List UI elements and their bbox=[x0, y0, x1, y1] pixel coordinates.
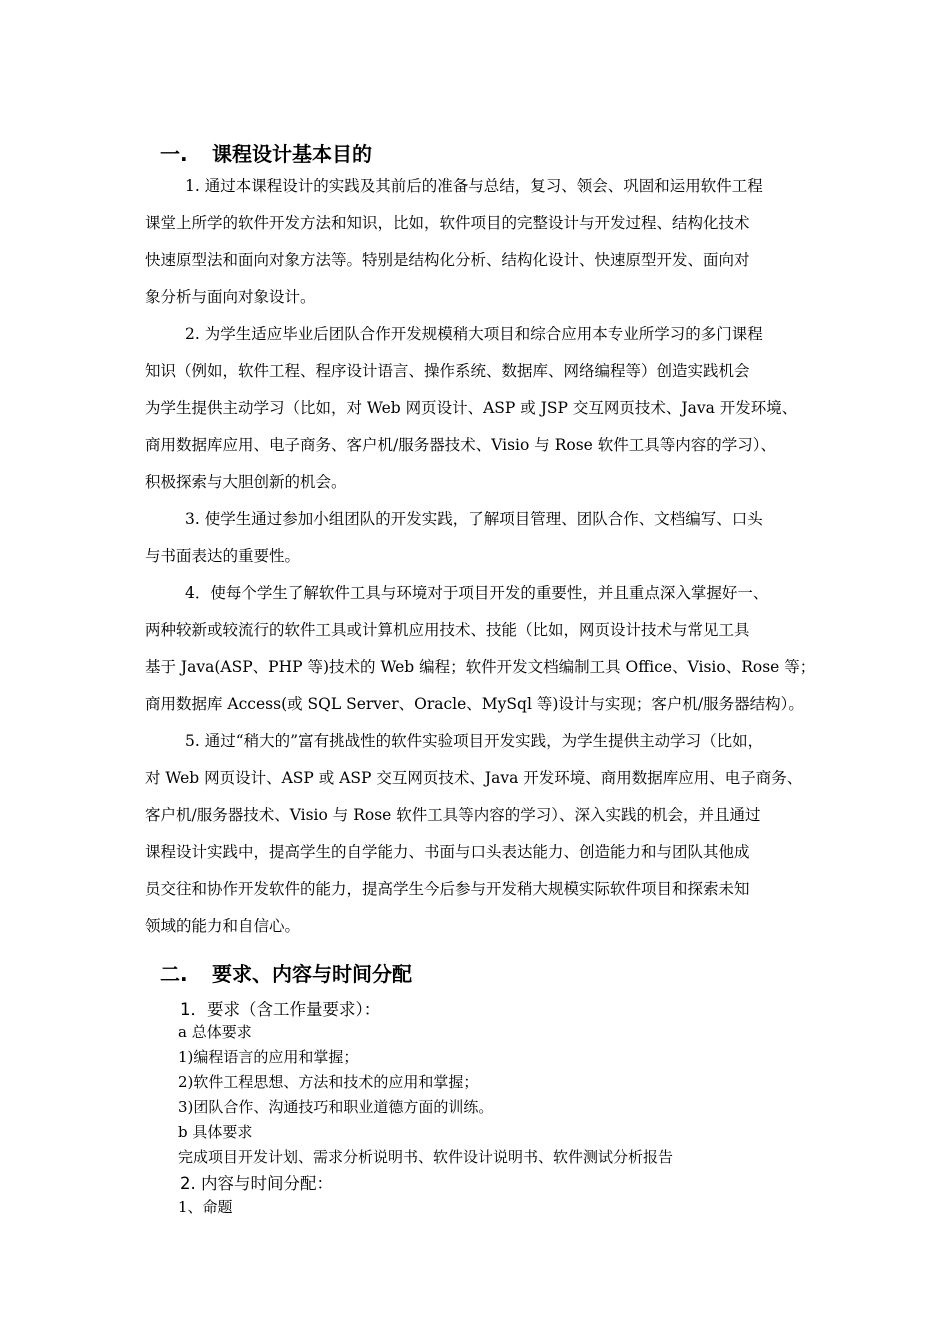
text-line: 课程设计实践中，提高学生的自学能力、书面与口头表达能力、创造能力和与团队其他成 bbox=[145, 843, 750, 861]
text-line: 与书面表达的重要性。 bbox=[145, 547, 301, 565]
text-line: 商用数据库 Access(或 SQL Server、Oracle、MySql 等)设计与实现；客户机/服务器结构）。 bbox=[145, 695, 804, 713]
requirements-list bbox=[178, 1020, 673, 1170]
text-line: 5. 通过“稍大的”富有挑战性的软件实验项目开发实践，为学生提供主动学习（比如， bbox=[185, 732, 764, 750]
text-line: 领域的能力和自信心。 bbox=[145, 917, 301, 935]
list-item: 1)编程语言的应用和掌握； bbox=[178, 1048, 359, 1066]
text-line: 3. 使学生通过参加小组团队的开发实践，了解项目管理、团队合作、文档编写、口头 bbox=[185, 510, 763, 528]
text-line: 快速原型法和面向对象方法等。特别是结构化分析、结构化设计、快速原型开发、面向对 bbox=[145, 251, 750, 269]
list-item: b 具体要求 bbox=[178, 1123, 253, 1141]
list-item: 1、命题 bbox=[178, 1198, 233, 1216]
list-item: 完成项目开发计划、需求分析说明书、软件设计说明书、软件测试分析报告 bbox=[178, 1148, 674, 1166]
section-heading-purpose bbox=[160, 138, 372, 167]
section-number: 一. bbox=[160, 142, 188, 166]
section-number: 二. bbox=[160, 962, 188, 986]
text-line: 为学生提供主动学习（比如，对 Web 网页设计、ASP 或 JSP 交互网页技术、Java 开发环境、 bbox=[145, 399, 798, 417]
text-line: 课堂上所学的软件开发方法和知识，比如，软件项目的完整设计与开发过程、结构化技术 bbox=[145, 214, 750, 232]
content-list bbox=[178, 1195, 233, 1220]
text-line: 员交往和协作开发软件的能力，提高学生今后参与开发稍大规模实际软件项目和探索未知 bbox=[145, 880, 750, 898]
text-line: 4．使每个学生了解软件工具与环境对于项目开发的重要性，并且重点深入掌握好一、 bbox=[185, 584, 769, 602]
list-item: 3)团队合作、沟通技巧和职业道德方面的训练。 bbox=[178, 1098, 494, 1116]
text-line: 2. 为学生适应毕业后团队合作开发规模稍大项目和综合应用本专业所学习的多门课程 bbox=[185, 325, 763, 343]
text-line: 商用数据库应用、电子商务、客户机/服务器技术、Visio 与 Rose 软件工具等内容的学习）、 bbox=[145, 436, 777, 454]
requirements-subheading: 1．要求（含工作量要求）： bbox=[180, 1000, 381, 1019]
text-line: 客户机/服务器技术、Visio 与 Rose 软件工具等内容的学习）、深入实践的机会，并且通过 bbox=[145, 806, 761, 824]
text-line: 对 Web 网页设计、ASP 或 ASP 交互网页技术、Java 开发环境、商用数据库应用、电子商务、 bbox=[145, 769, 803, 787]
list-item: 2)软件工程思想、方法和技术的应用和掌握； bbox=[178, 1073, 479, 1091]
text-line: 两种较新或较流行的软件工具或计算机应用技术、技能（比如，网页设计技术与常见工具 bbox=[145, 621, 750, 639]
text-line: 1. 通过本课程设计的实践及其前后的准备与总结，复习、领会、巩固和运用软件工程 bbox=[185, 177, 763, 195]
purpose-paragraphs bbox=[145, 168, 825, 945]
text-line: 积极探索与大胆创新的机会。 bbox=[145, 473, 347, 491]
list-item: a 总体要求 bbox=[178, 1023, 252, 1041]
text-line: 知识（例如，软件工程、程序设计语言、操作系统、数据库、网络编程等）创造实践机会 bbox=[145, 362, 750, 380]
content-subheading: 2. 内容与时间分配： bbox=[180, 1174, 333, 1193]
text-line: 象分析与面向对象设计。 bbox=[145, 288, 316, 306]
text-line: 基于 Java(ASP、PHP 等)技术的 Web 编程；软件开发文档编制工具 Office、Visio、Rose 等； bbox=[145, 658, 816, 676]
section-title: 要求、内容与时间分配 bbox=[212, 962, 412, 986]
section-heading-requirements bbox=[160, 958, 412, 987]
section-title: 课程设计基本目的 bbox=[212, 142, 372, 166]
